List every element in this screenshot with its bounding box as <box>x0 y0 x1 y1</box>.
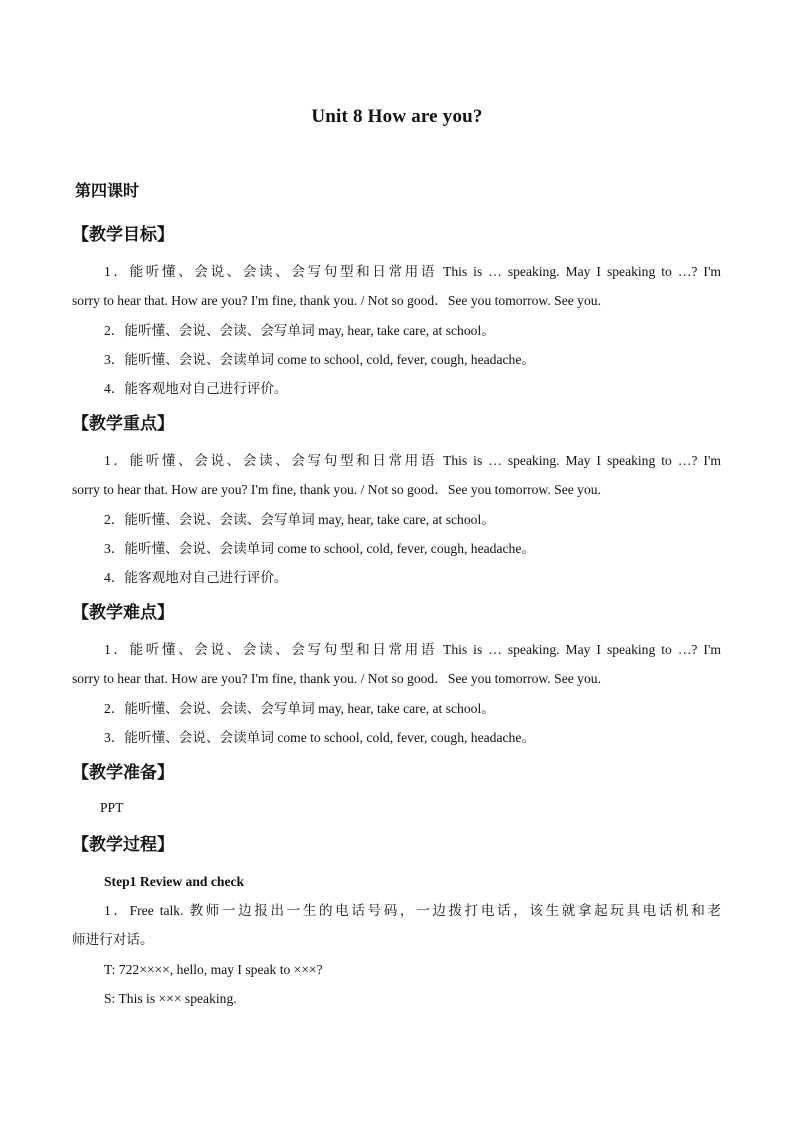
key-item-1-line-1: 1．能听懂、会说、会读、会写句型和日常用语 This is … speaking. May I speaking to …? I'm <box>104 453 721 468</box>
step1-title: Step1 Review and check <box>104 874 245 889</box>
goals-item-2: 2．能听懂、会说、会读、会写单词 may, hear, take care, at school。 <box>104 323 495 338</box>
goals-item-3: 3．能听懂、会说、会读单词 come to school, cold, fever, cough, headache。 <box>104 352 535 367</box>
prep-content: PPT <box>100 800 124 815</box>
key-item-3: 3．能听懂、会说、会读单词 come to school, cold, fever, cough, headache。 <box>104 541 535 556</box>
process-item-1-line-1: 1．Free talk. 教师一边报出一生的电话号码，一边拨打电话，该生就拿起玩具电话机和老 <box>104 903 721 918</box>
dialog-teacher-line: T: 722××××, hello, may I speak to ×××? <box>104 962 323 977</box>
dialog-student-line: S: This is ××× speaking. <box>104 991 237 1006</box>
section-heading-goals: 【教学目标】 <box>72 225 174 245</box>
difficult-item-1-line-1: 1．能听懂、会说、会读、会写句型和日常用语 This is … speaking. May I speaking to …? I'm <box>104 642 721 657</box>
difficult-item-2: 2．能听懂、会说、会读、会写单词 may, hear, take care, at school。 <box>104 701 495 716</box>
document-title: Unit 8 How are you? <box>311 106 483 127</box>
section-heading-difficult: 【教学难点】 <box>72 603 174 623</box>
goals-item-1-line-2: sorry to hear that. How are you? I'm fine, thank you. / Not so good．See you tomorrow. See you. <box>72 293 601 308</box>
goals-item-4: 4．能客观地对自己进行评价。 <box>104 381 288 396</box>
section-heading-prep: 【教学准备】 <box>72 763 174 783</box>
key-item-1-line-2: sorry to hear that. How are you? I'm fine, thank you. / Not so good．See you tomorrow. See you. <box>72 482 601 497</box>
process-item-1-line-2: 师进行对话。 <box>72 932 154 947</box>
lesson-label: 第四课时 <box>75 181 140 200</box>
key-item-2: 2．能听懂、会说、会读、会写单词 may, hear, take care, at school。 <box>104 512 495 527</box>
section-heading-process: 【教学过程】 <box>72 835 174 855</box>
difficult-item-1-line-2: sorry to hear that. How are you? I'm fine, thank you. / Not so good．See you tomorrow. See you. <box>72 671 601 686</box>
difficult-item-3: 3．能听懂、会说、会读单词 come to school, cold, fever, cough, headache。 <box>104 730 535 745</box>
goals-item-1-line-1: 1．能听懂、会说、会读、会写句型和日常用语 This is … speaking. May I speaking to …? I'm <box>104 264 721 279</box>
section-heading-key: 【教学重点】 <box>72 414 174 434</box>
key-item-4: 4．能客观地对自己进行评价。 <box>104 570 288 585</box>
